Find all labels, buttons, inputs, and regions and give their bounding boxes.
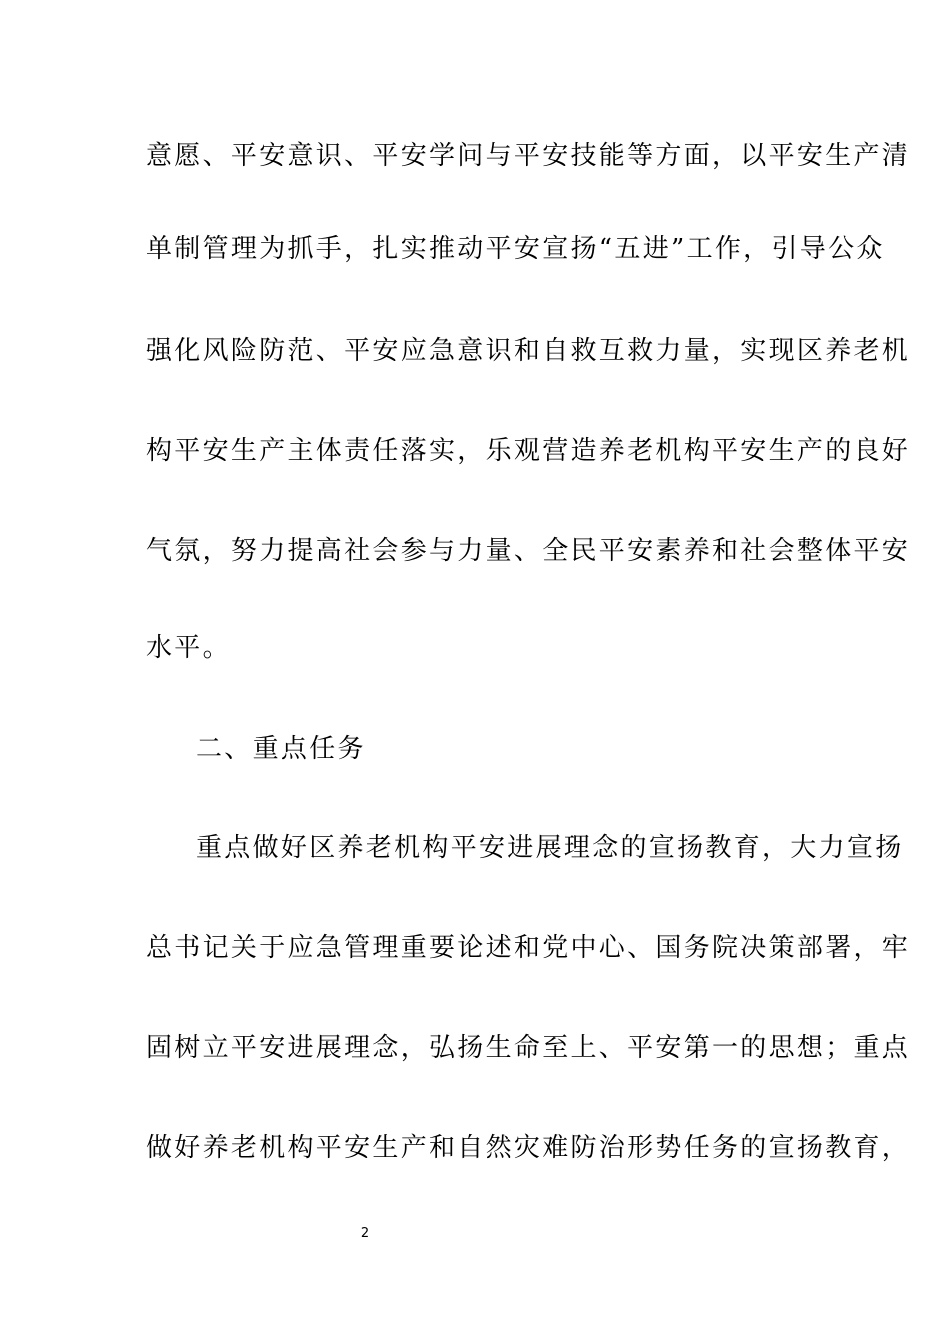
paragraph-line: 做好养老机构平安生产和自然灾难防治形势任务的宣扬教育， [146,1133,911,1163]
paragraph-line: 强化风险防范、平安应急意识和自救互救力量，实现区养老机 [146,336,911,366]
paragraph-line: 重点做好区养老机构平安进展理念的宣扬教育，大力宣扬 [196,833,904,863]
paragraph-line: 单制管理为抓手，扎实推动平安宣扬“五进”工作，引导公众 [146,234,885,264]
paragraph-line: 固树立平安进展理念，弘扬生命至上、平安第一的思想；重点 [146,1033,911,1063]
paragraph-line: 水平。 [146,633,231,663]
section-heading: 二、重点任务 [196,734,366,764]
paragraph-line: 气氛，努力提高社会参与力量、全民平安素养和社会整体平安 [146,536,911,566]
paragraph-line: 构平安生产主体责任落实，乐观营造养老机构平安生产的良好 [146,436,911,466]
page-number: 2 [360,1226,370,1241]
paragraph-line: 总书记关于应急管理重要论述和党中心、国务院决策部署，牢 [146,933,911,963]
paragraph-line: 意愿、平安意识、平安学问与平安技能等方面，以平安生产清 [146,141,911,171]
